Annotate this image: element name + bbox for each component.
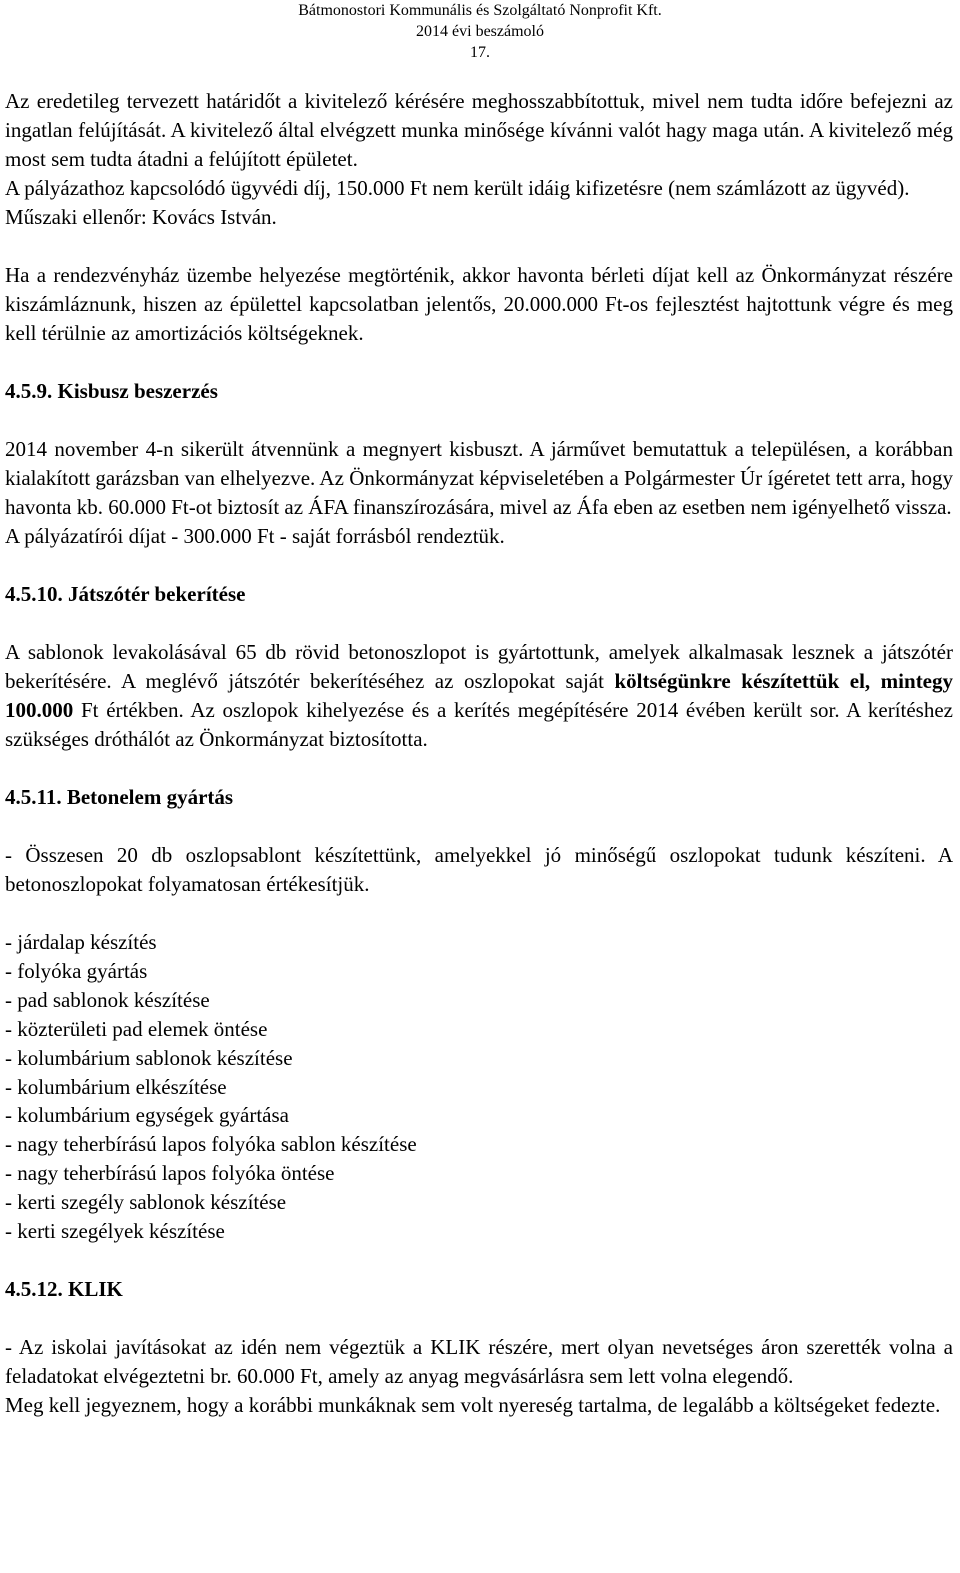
list-item: - kerti szegélyek készítése [5, 1219, 225, 1244]
section-heading-4-5-9 [5, 377, 953, 406]
section-number: 4.5.11. [5, 785, 62, 809]
section-title: KLIK [68, 1276, 123, 1301]
page-header [0, 0, 960, 63]
list-item: - kolumbárium elkészítése [5, 1074, 227, 1099]
list-item: - járdalap készítés [5, 930, 157, 954]
list-item: - nagy teherbírású lapos folyóka sablon készítése [5, 1132, 417, 1157]
paragraph-minibus: 2014 november 4-n sikerült átvennünk a megnyert kisbuszt. A járművet bemutattuk a településen, a korábban kialakított garázsban van elhelyezve. Az Önkormányzat képviseletében a Polgármester Úr ígéretet tett arra, hogy havonta kb. 60.000 Ft-ot biztosít az ÁFA finanszírozására, mivel az Áfa eben az esetben nem igényelhető vissza. [5, 437, 953, 519]
header-report: 2014 évi beszámoló [416, 23, 544, 40]
paragraph-event-house: Ha a rendezvényház üzembe helyezése megtörténik, akkor havonta bérleti díjat kell az Önkormányzat részére kiszámláznunk, hiszen az épülettel kapcsolatban jelentős, 20.000.000 Ft-os fejlesztést hajtottunk végre és meg kell térülnie az amortizációs költségeknek. [5, 263, 953, 345]
section-number: 4.5.9. [5, 379, 53, 403]
page-number: 17. [470, 44, 490, 61]
list-item: - folyóka gyártás [5, 958, 148, 983]
section-heading-4-5-12 [5, 1275, 953, 1304]
document-body [5, 87, 953, 1420]
header-org: Bátmonostori Kommunális és Szolgáltató Nonprofit Kft. [298, 2, 662, 19]
text-run: Ft értékben. Az oszlopok kihelyezése és a kerítés megépítésére 2014 évében került sor. A kerítéshez szükséges dróthálót az Önkormányzat biztosította. [5, 698, 953, 751]
section-number: 4.5.10. [5, 582, 63, 606]
bold-text-run: költségünkre készítettük el, mintegy 100.000 [5, 669, 954, 722]
paragraph-concrete-intro: - Összesen 20 db oszlopsablont készítettünk, amelyekkel jó minőségű oszlopokat tudunk készíteni. A betonoszlopokat folyamatosan értékesítjük. [5, 843, 953, 896]
list-item: - közterületi pad elemek öntése [5, 1016, 268, 1041]
section-heading-4-5-11 [5, 783, 953, 812]
section-number: 4.5.12. [5, 1276, 63, 1301]
section-title: Játszótér bekerítése [68, 582, 246, 606]
text-run: A sablonok levakolásával 65 db rövid betonoszlopot is gyártottunk, amelyek alkalmasak lesznek a játszótér bekerítésére. A meglévő játszótér bekerítéséhez az oszlopokat saját [5, 640, 953, 693]
list-item: - kerti szegély sablonok készítése [5, 1190, 287, 1215]
paragraph-inspector: Műszaki ellenőr: Kovács István. [5, 205, 277, 229]
product-list [5, 928, 953, 1246]
list-item: - nagy teherbírású lapos folyóka öntése [5, 1161, 335, 1186]
section-title: Kisbusz beszerzés [57, 379, 218, 403]
list-item: - kolumbárium sablonok készítése [5, 1045, 293, 1070]
section-heading-4-5-10 [5, 580, 953, 609]
paragraph-deadline: Az eredetileg tervezett határidőt a kivitelező kérésére meghosszabbítottuk, mivel nem tudta időre befejezni az ingatlan felújítását. A kivitelező által elvégzett munka minősége kívánni valót hagy maga után. A kivitelező még most sem tudta átadni a felújított épületet. [5, 89, 953, 171]
paragraph-klik: - Az iskolai javításokat az idén nem végeztük a KLIK részére, mert olyan nevetséges áron szerették volna a feladatokat elvégeztetni br. 60.000 Ft, amely az anyag megvásárlásra sem lett volna elegendő. [5, 1334, 953, 1388]
paragraph-playground-fence [5, 638, 953, 754]
paragraph-application-fee: A pályázatírói díjat - 300.000 Ft - saját forrásból rendeztük. [5, 524, 505, 548]
list-item: - pad sablonok készítése [5, 987, 210, 1012]
paragraph-lawyer-fee: A pályázathoz kapcsolódó ügyvédi díj, 150.000 Ft nem került idáig kifizetésre (nem számlázott az ügyvéd). [5, 176, 910, 200]
list-item: - kolumbárium egységek gyártása [5, 1103, 289, 1128]
section-title: Betonelem gyártás [66, 785, 234, 809]
paragraph-costs-note: Meg kell jegyeznem, hogy a korábbi munkáknak sem volt nyereség tartalma, de legalább a költségeket fedezte. [5, 1392, 941, 1417]
